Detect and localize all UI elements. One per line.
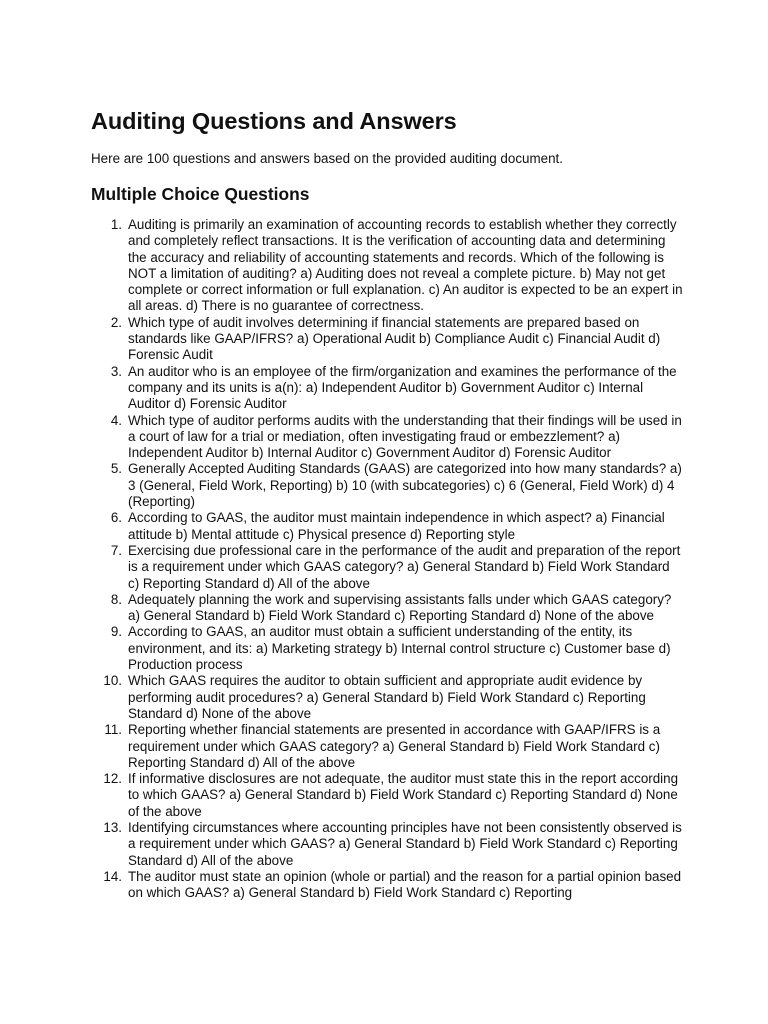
list-item (91, 869, 683, 902)
item-text: Generally Accepted Auditing Standards (GAAS) are categorized into how many standards? a) 3 (General, Field Work, Reporting) b) 10 (with subcategories) c) 6 (General, Field Work) d) 4 (Reporting) (128, 461, 682, 510)
list-item (91, 461, 683, 510)
item-text: Auditing is primarily an examination of accounting records to establish whether they correctly and completely reflect transactions. It is the verification of accounting data and determining the accuracy and reliability of accounting statements and records. Which of the following is NOT a limitation of auditing? a) Auditing does not reveal a complete picture. b) May not get complete or correct information or full explanation. c) An auditor is expected to be an expert in all areas. d) There is no guarantee of correctness. (128, 217, 683, 314)
list-item (91, 820, 683, 869)
item-number: 10. (103, 673, 122, 689)
question-list (91, 217, 683, 901)
list-item (91, 592, 683, 625)
item-number: 8. (110, 591, 122, 607)
item-number: 1. (110, 217, 122, 232)
item-text: If informative disclosures are not adequate, the auditor must state this in the report according to which GAAS? a) General Standard b) Field Work Standard c) Reporting Standard d) None of the above (128, 771, 679, 819)
document-page (91, 104, 683, 901)
item-number: 7. (110, 542, 122, 558)
list-item (91, 364, 683, 413)
list-item (91, 543, 683, 592)
item-number: 4. (110, 412, 122, 428)
item-number: 11. (104, 722, 122, 738)
list-item (91, 771, 683, 820)
list-item (91, 673, 683, 722)
section-heading: Multiple Choice Questions (91, 184, 310, 204)
list-item (91, 624, 683, 673)
item-text: Exercising due professional care in the performance of the audit and preparation of the report is a requirement under which GAAS category? a) General Standard b) Field Work Standard c) Reporting Standard d) All of the above (128, 542, 681, 591)
item-number: 6. (110, 510, 122, 526)
document-title: Auditing Questions and Answers (91, 108, 457, 134)
item-number: 3. (110, 363, 122, 379)
item-text: The auditor must state an opinion (whole or partial) and the reason for a partial opinion based on which GAAS? a) General Standard b) Field Work Standard c) Reporting (128, 868, 682, 901)
item-number: 13. (103, 819, 122, 835)
item-text: According to GAAS, the auditor must maintain independence in which aspect? a) Financial attitude b) Mental attitude c) Physical presence d) Reporting style (128, 510, 665, 542)
intro-paragraph: Here are 100 questions and answers based on the provided auditing document. (91, 151, 563, 166)
item-text: According to GAAS, an auditor must obtain a sufficient understanding of the entity, its environment, and its: a) Marketing strategy b) Internal control structure c) Customer base d) Production process (128, 624, 671, 673)
item-text: Which type of auditor performs audits with the understanding that their findings will be used in a court of law for a trial or mediation, often investigating fraud or embezzlement? a) Independent Auditor b) Internal Auditor c) Government Auditor d) Forensic Auditor (128, 412, 682, 461)
item-number: 5. (110, 461, 122, 477)
list-item (91, 217, 683, 315)
list-item (91, 315, 683, 364)
item-text: An auditor who is an employee of the firm/organization and examines the performance of the company and its units is a(n): a) Independent Auditor b) Government Auditor c) Internal Auditor d) Forensic Auditor (128, 363, 677, 412)
item-text: Adequately planning the work and supervising assistants falls under which GAAS category? a) General Standard b) Field Work Standard c) Reporting Standard d) None of the above (128, 591, 672, 624)
item-text: Identifying circumstances where accounting principles have not been consistently observed is a requirement under which GAAS? a) General Standard b) Field Work Standard c) Reporting Standard d) All of the above (128, 819, 682, 868)
list-item (91, 510, 683, 543)
list-item (91, 413, 683, 462)
item-text: Which type of audit involves determining if financial statements are prepared based on standards like GAAP/IFRS? a) Operational Audit b) Compliance Audit c) Financial Audit d) Forensic Audit (128, 314, 661, 363)
item-text: Which GAAS requires the auditor to obtain sufficient and appropriate audit evidence by performing audit procedures? a) General Standard b) Field Work Standard c) Reporting Standard d) None of the above (128, 673, 646, 721)
item-number: 9. (110, 624, 122, 640)
item-number: 2. (110, 314, 122, 330)
item-text: Reporting whether financial statements are presented in accordance with GAAP/IFRS is a requirement under which GAAS category? a) General Standard b) Field Work Standard c) Reporting Standard d) All of the above (128, 722, 661, 770)
item-number: 12. (103, 771, 122, 787)
list-item (91, 722, 683, 771)
item-number: 14. (103, 868, 122, 884)
